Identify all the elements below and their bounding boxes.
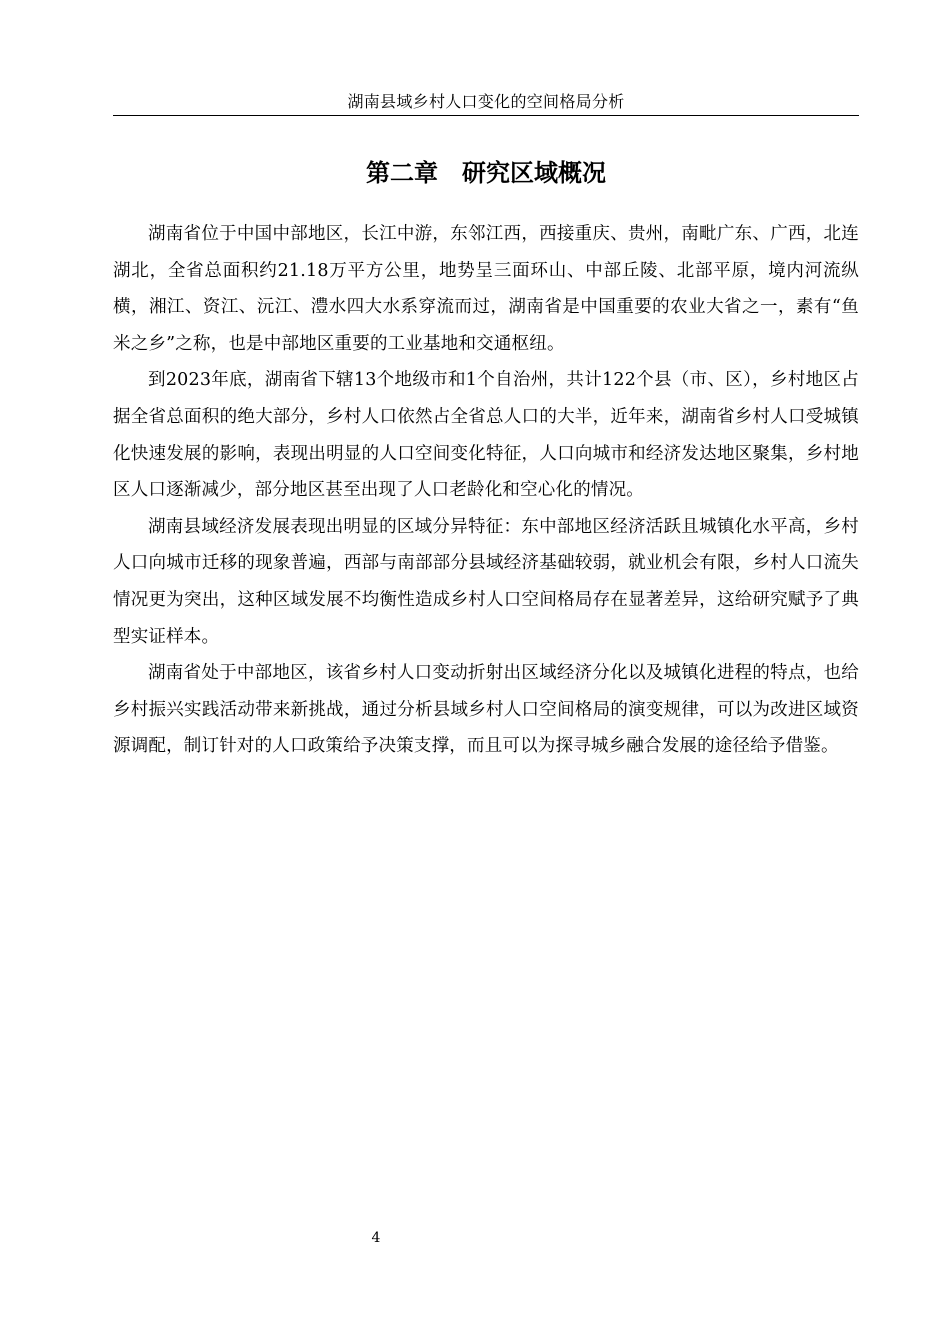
paragraph-4: 湖南省处于中部地区，该省乡村人口变动折射出区域经济分化以及城镇化进程的特点，也给乡村振兴实践活动带来新挑战，通过分析县域乡村人口空间格局的演变规律，可以为改进区域资源调配，制订针对的人口政策给予决策支撑，而且可以为探寻城乡融合发展的途径给予借鉴。 [113, 663, 859, 757]
running-header-title: 湖南县域乡村人口变化的空间格局分析 [347, 92, 625, 111]
body-text [113, 216, 859, 765]
paragraph-3: 湖南县域经济发展表现出明显的区域分异特征：东中部地区经济活跃且城镇化水平高，乡村人口向城市迁移的现象普遍，西部与南部部分县域经济基础较弱，就业机会有限，乡村人口流失情况更为突出，这种区域发展不均衡性造成乡村人口空间格局存在显著差异，这给研究赋予了典型实证样本。 [113, 516, 859, 647]
header-rule [113, 115, 859, 116]
chapter-title: 第二章 研究区域概况 [366, 159, 606, 187]
paragraph-1: 湖南省位于中国中部地区，长江中游，东邻江西，西接重庆、贵州，南毗广东、广西，北连湖北，全省总面积约21.18万平方公里，地势呈三面环山、中部丘陵、北部平原，境内河流纵横，湘江、资江、沅江、澧水四大水系穿流而过，湖南省是中国重要的农业大省之一，素有“鱼米之乡”之称，也是中部地区重要的工业基地和交通枢纽。 [113, 224, 859, 354]
paragraph-2: 到2023年底，湖南省下辖13个地级市和1个自治州，共计122个县（市、区），乡村地区占据全省总面积的绝大部分，乡村人口依然占全省总人口的大半，近年来，湖南省乡村人口受城镇化快速发展的影响，表现出明显的人口空间变化特征，人口向城市和经济发达地区聚集，乡村地区人口逐渐减少，部分地区甚至出现了人口老龄化和空心化的情况。 [113, 370, 859, 501]
page-number: 4 [371, 1230, 381, 1246]
